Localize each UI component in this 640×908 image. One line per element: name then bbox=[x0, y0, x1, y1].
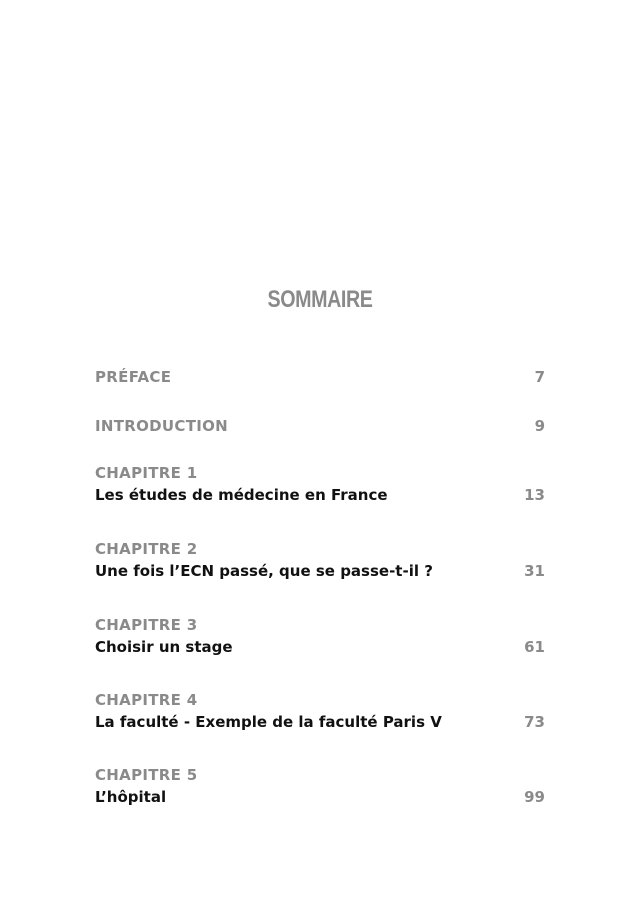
chapter-title: L’hôpital bbox=[95, 788, 167, 806]
toc-entry-chapter-1[interactable] bbox=[95, 464, 545, 508]
toc-entry-chapter-3[interactable] bbox=[95, 616, 545, 660]
toc-entry-chapter-2[interactable] bbox=[95, 540, 545, 584]
toc-entry-label: INTRODUCTION bbox=[95, 417, 229, 435]
chapter-title: Choisir un stage bbox=[95, 638, 233, 656]
toc-page-number: 99 bbox=[524, 788, 545, 806]
toc-entry-preface[interactable] bbox=[95, 368, 545, 390]
toc-page-number: 73 bbox=[524, 713, 545, 731]
chapter-label: CHAPITRE 5 bbox=[95, 766, 198, 784]
toc-entry-chapter-4[interactable] bbox=[95, 691, 545, 735]
toc-page-number: 31 bbox=[524, 562, 545, 580]
toc-page-number: 9 bbox=[534, 417, 545, 435]
toc-page-number: 61 bbox=[524, 638, 545, 656]
chapter-title: Une fois l’ECN passé, que se passe-t-il ? bbox=[95, 562, 433, 580]
toc-entry-introduction[interactable] bbox=[95, 417, 545, 439]
toc-entry-label: PRÉFACE bbox=[95, 368, 172, 386]
chapter-title: La faculté - Exemple de la faculté Paris V bbox=[95, 713, 442, 731]
chapter-label: CHAPITRE 2 bbox=[95, 540, 198, 558]
toc-page-number: 13 bbox=[524, 486, 545, 504]
toc-page-number: 7 bbox=[534, 368, 545, 386]
chapter-label: CHAPITRE 3 bbox=[95, 616, 198, 634]
chapter-title: Les études de médecine en France bbox=[95, 486, 388, 504]
chapter-label: CHAPITRE 4 bbox=[95, 691, 198, 709]
page-title: SOMMAIRE bbox=[267, 286, 373, 313]
toc-entry-chapter-5[interactable] bbox=[95, 766, 545, 810]
chapter-label: CHAPITRE 1 bbox=[95, 464, 198, 482]
